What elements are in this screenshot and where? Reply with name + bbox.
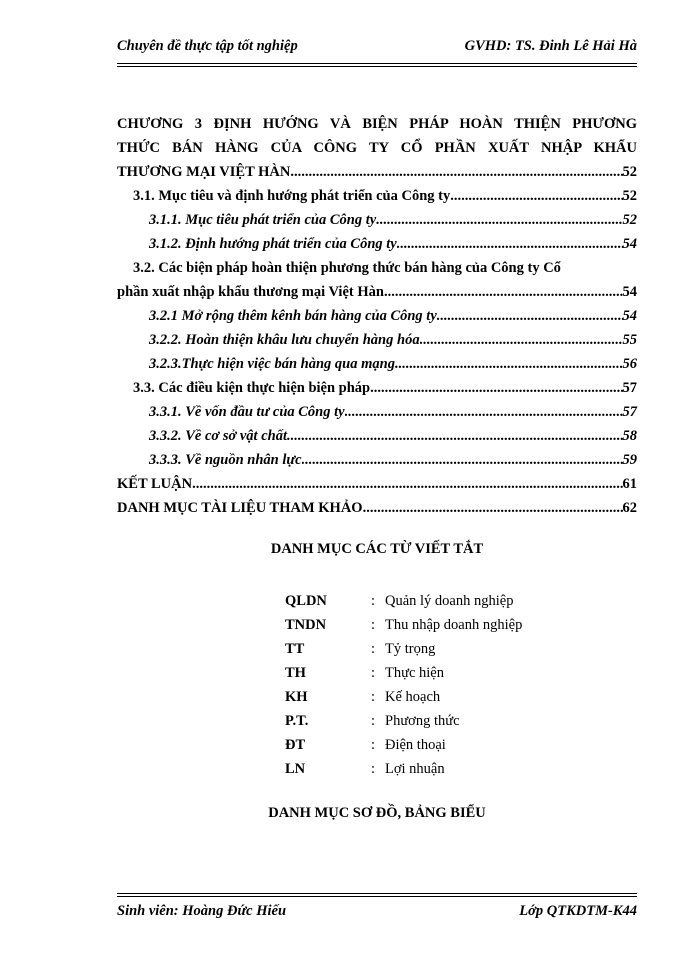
header-left: Chuyên đề thực tập tốt nghiệp [117,38,298,54]
toc-entry-title: 3.3.3. Về nguồn nhân lực [149,452,302,468]
toc-entry-title: 3.2.3.Thực hiện việc bán hàng qua mạng [149,356,395,372]
toc-entry-title: DANH MỤC TÀI LIỆU THAM KHẢO [117,500,363,516]
footer-right: Lớp QTKDTM-K44 [519,903,637,919]
abbr-value: Quản lý doanh nghiệp [385,593,514,609]
abbr-colon: : [371,665,376,681]
toc-leader [302,448,623,472]
toc-page-number: 52 [622,188,637,204]
toc-leader [395,352,623,376]
abbr-value: Thực hiện [385,665,444,681]
toc-section-3-2[interactable] [117,280,637,304]
toc-entry-title: phần xuất nhập khẩu thương mại Việt Hàn [117,284,384,300]
toc-page-number: 62 [622,500,637,516]
toc-entry-title: THƯƠNG MẠI VIỆT HÀN [117,164,291,180]
abbr-colon: : [371,617,376,633]
abbr-colon: : [371,761,376,777]
toc-leader [397,232,623,256]
toc-page-number: 55 [622,332,637,348]
toc-section-3-1[interactable] [117,184,637,208]
toc-section-3-2-3[interactable] [117,352,637,376]
abbr-value: Thu nhập doanh nghiệp [385,617,523,633]
toc-entry-title: 3.1.2. Định hướng phát triển của Công ty [149,236,397,252]
footer-rule [117,893,637,897]
toc-page-number: 54 [622,236,637,252]
toc-page-number: 52 [622,164,637,180]
toc-tai-lieu-tham-khao[interactable] [117,496,637,520]
diagrams-title: DANH MỤC SƠ ĐỒ, BẢNG BIỂU [268,805,486,821]
toc-chapter-line-1: CHƯƠNG 3 ĐỊNH HƯỚNG VÀ BIỆN PHÁP HOÀN THIỆN PHƯƠNG [117,116,637,132]
toc-entry-title: 3.1. Mục tiêu và định hướng phát triển của Công ty [133,188,451,204]
abbr-colon: : [371,641,376,657]
toc-section-3-2-1[interactable] [117,304,637,328]
abbr-key: TNDN [285,617,327,633]
toc-page-number: 56 [622,356,637,372]
abbreviations-title: DANH MỤC CÁC TỪ VIẾT TẮT [270,541,484,557]
toc-entry-title: 3.2.1 Mở rộng thêm kênh bán hàng của Công ty [149,308,437,324]
toc-leader [192,472,622,496]
toc-section-3-3-3[interactable] [117,448,637,472]
abbr-value: Tỷ trọng [385,641,436,657]
toc-chapter-line-2: THỨC BÁN HÀNG CỦA CÔNG TY CỔ PHẦN XUẤT NHẬP KHẨU [117,140,637,156]
toc-section-3-2-2[interactable] [117,328,637,352]
abbr-key: LN [285,761,306,777]
toc-entry-title: 3.1.1. Mục tiêu phát triển của Công ty [149,212,377,228]
toc-entry-title: 3.3.2. Về cơ sở vật chất [149,428,287,444]
toc-leader [370,376,622,400]
footer-left: Sinh viên: Hoàng Đức Hiếu [117,903,287,919]
toc-chapter-3[interactable] [117,160,637,184]
toc-page-number: 58 [622,428,637,444]
abbr-colon: : [371,713,376,729]
toc-leader [420,328,623,352]
abbr-key: TH [285,665,306,681]
abbr-key: KH [285,689,308,705]
abbr-colon: : [371,593,376,609]
abbr-value: Phương thức [385,713,460,729]
header-right: GVHD: TS. Đinh Lê Hải Hà [464,38,637,54]
toc-page-number: 57 [622,404,637,420]
toc-page-number: 52 [622,212,637,228]
toc-page-number: 61 [622,476,637,492]
toc-entry-title: KẾT LUẬN [117,476,193,492]
toc-entry-title: 3.2. Các biện pháp hoàn thiện phương thức bán hàng của Công ty Cổ [133,260,561,276]
toc-entry-title: 3.3. Các điều kiện thực hiện biện pháp [133,380,371,396]
abbr-value: Kế hoạch [385,689,441,705]
abbr-value: Lợi nhuận [385,761,445,777]
toc-ket-luan[interactable] [117,472,637,496]
toc-leader [290,160,622,184]
toc-section-3-1-1[interactable] [117,208,637,232]
toc-section-3-1-2[interactable] [117,232,637,256]
toc-leader [287,424,623,448]
toc-page-number: 54 [622,284,637,300]
header-rule [117,63,637,67]
toc-page-number: 54 [622,308,637,324]
toc-entry-title: 3.3.1. Về vốn đầu tư của Công ty [149,404,345,420]
toc-leader [376,208,622,232]
abbr-key: QLDN [285,593,327,609]
abbr-colon: : [371,689,376,705]
toc-leader [450,184,622,208]
toc-leader [345,400,623,424]
toc-page-number: 59 [622,452,637,468]
toc-leader [363,496,623,520]
abbr-colon: : [371,737,376,753]
toc-page-number: 57 [622,380,637,396]
toc-leader [384,280,623,304]
toc-section-3-2-line-1[interactable] [117,256,637,280]
toc-section-3-3-2[interactable] [117,424,637,448]
abbr-key: ĐT [285,737,306,753]
abbr-key: TT [285,641,305,657]
abbr-key: P.T. [285,713,309,729]
table-of-contents [117,112,637,520]
toc-section-3-3-1[interactable] [117,400,637,424]
abbr-value: Điện thoại [385,737,446,753]
toc-section-3-3[interactable] [117,376,637,400]
toc-entry-title: 3.2.2. Hoàn thiện khâu lưu chuyển hàng hóa [149,332,420,348]
toc-leader [437,304,623,328]
